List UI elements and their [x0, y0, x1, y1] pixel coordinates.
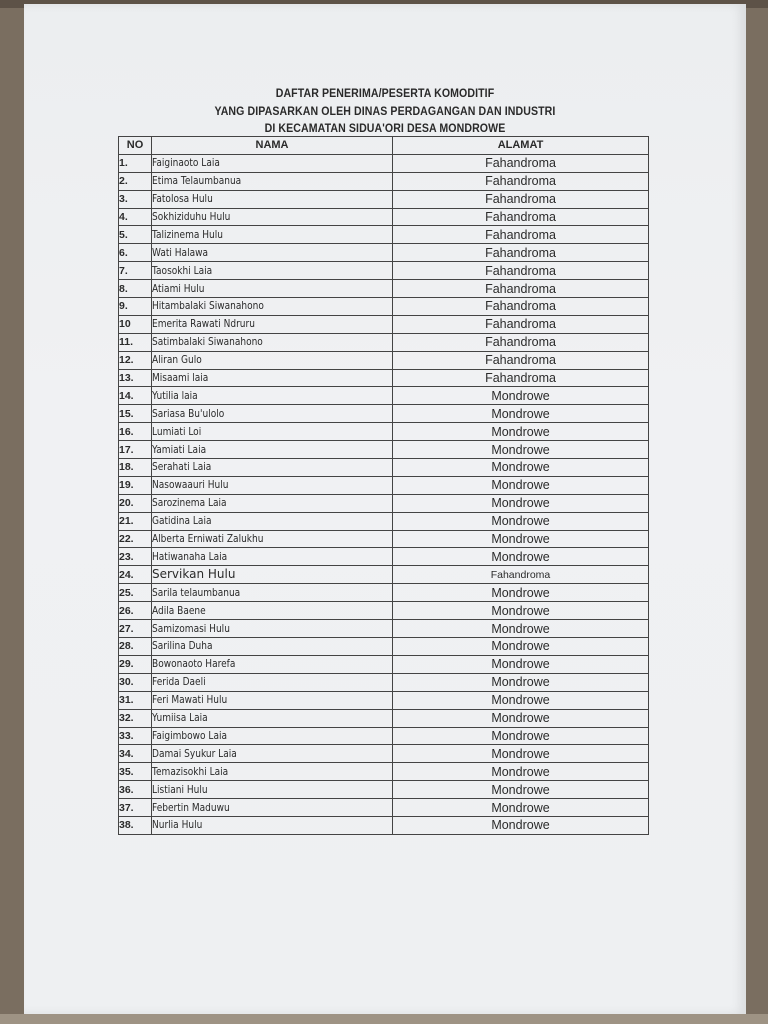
- row-nama: Listiani Hulu: [152, 782, 208, 796]
- row-nama-cell: [152, 190, 393, 208]
- row-nama: Feri Mawati Hulu: [152, 693, 228, 707]
- row-nama: Faigimbowo Laia: [152, 728, 228, 742]
- row-number: 9.: [119, 298, 152, 316]
- row-nama: Yamiati Laia: [152, 442, 207, 456]
- table-row: [119, 781, 649, 799]
- row-nama-cell: [152, 638, 393, 656]
- row-nama-cell: [152, 423, 393, 441]
- row-nama-cell: [152, 441, 393, 459]
- row-alamat: Mondrowe: [393, 512, 649, 530]
- row-nama: Sokhiziduhu Hulu: [152, 210, 231, 223]
- table-row: [119, 333, 649, 351]
- row-nama-cell: [152, 333, 393, 351]
- row-number: 22.: [119, 530, 152, 548]
- row-nama-cell: [152, 172, 393, 190]
- row-nama: Hitambalaki Siwanahono: [152, 299, 264, 313]
- table-row: [119, 459, 649, 477]
- row-nama-cell: [152, 566, 393, 584]
- row-nama: Samizomasi Hulu: [152, 621, 230, 635]
- row-nama: Bowonaoto Harefa: [152, 657, 236, 671]
- table-row: [119, 566, 649, 584]
- row-nama: Wati Halawa: [152, 245, 209, 259]
- row-number: 7.: [119, 262, 152, 280]
- row-nama-cell: [152, 262, 393, 280]
- table-row: [119, 816, 649, 834]
- table-row: [119, 226, 649, 244]
- table-row: [119, 673, 649, 691]
- row-number: 14.: [119, 387, 152, 405]
- row-nama-cell: [152, 459, 393, 477]
- background-bottom: [0, 1014, 768, 1024]
- row-number: 11.: [119, 333, 152, 351]
- table-row: [119, 298, 649, 316]
- table-row: [119, 727, 649, 745]
- row-nama-cell: [152, 548, 393, 566]
- row-number: 27.: [119, 620, 152, 638]
- row-nama: Nasowaauri Hulu: [152, 478, 229, 492]
- row-number: 36.: [119, 781, 152, 799]
- row-alamat: Fahandroma: [393, 154, 649, 172]
- row-nama-cell: [152, 709, 393, 727]
- row-nama-cell: [152, 584, 393, 602]
- row-nama-cell: [152, 244, 393, 262]
- row-nama: Talizinema Hulu: [152, 227, 223, 241]
- row-nama: Sarila telaumbanua: [152, 585, 241, 599]
- column-header-alamat: ALAMAT: [393, 137, 649, 155]
- row-nama: Gatidina Laia: [152, 514, 212, 528]
- row-alamat: Fahandroma: [393, 351, 649, 369]
- row-alamat: Mondrowe: [393, 459, 649, 477]
- row-number: 23.: [119, 548, 152, 566]
- table-row: [119, 638, 649, 656]
- row-number: 6.: [119, 244, 152, 262]
- row-nama: Ferida Daeli: [152, 675, 206, 689]
- table-row: [119, 351, 649, 369]
- row-alamat: Fahandroma: [393, 566, 649, 584]
- row-alamat: Mondrowe: [393, 387, 649, 405]
- row-number: 21.: [119, 512, 152, 530]
- row-number: 20.: [119, 494, 152, 512]
- row-alamat: Fahandroma: [393, 333, 649, 351]
- row-number: 4.: [119, 208, 152, 226]
- row-alamat: Fahandroma: [393, 208, 649, 226]
- row-alamat: Mondrowe: [393, 781, 649, 799]
- row-nama: Sarozinema Laia: [152, 496, 227, 510]
- row-nama: Serahati Laia: [152, 460, 212, 474]
- row-nama: Aliran Gulo: [152, 353, 202, 367]
- row-nama-cell: [152, 530, 393, 548]
- row-alamat: Fahandroma: [393, 190, 649, 208]
- row-number: 35.: [119, 763, 152, 781]
- row-nama: Servikan Hulu: [152, 567, 236, 582]
- table-row: [119, 745, 649, 763]
- row-number: 34.: [119, 745, 152, 763]
- row-alamat: Mondrowe: [393, 709, 649, 727]
- table-row: [119, 154, 649, 172]
- row-alamat: Mondrowe: [393, 548, 649, 566]
- row-number: 32.: [119, 709, 152, 727]
- table-row: [119, 262, 649, 280]
- table-row: [119, 208, 649, 226]
- table-row: [119, 280, 649, 298]
- table-row: [119, 530, 649, 548]
- row-number: 37.: [119, 799, 152, 817]
- row-nama-cell: [152, 655, 393, 673]
- row-alamat: Mondrowe: [393, 602, 649, 620]
- row-alamat: Mondrowe: [393, 763, 649, 781]
- table-row: [119, 799, 649, 817]
- row-nama: Adila Baene: [152, 603, 206, 617]
- row-nama: Yutilia laia: [152, 388, 198, 402]
- table-row: [119, 315, 649, 333]
- row-number: 26.: [119, 602, 152, 620]
- row-alamat: Fahandroma: [393, 262, 649, 280]
- row-nama: Yumiisa Laia: [152, 711, 208, 725]
- table-row: [119, 405, 649, 423]
- row-number: 16.: [119, 423, 152, 441]
- row-number: 3.: [119, 190, 152, 208]
- table-row: [119, 691, 649, 709]
- document-title-line1: DAFTAR PENERIMA/PESERTA KOMODITIF: [275, 88, 495, 100]
- row-number: 17.: [119, 441, 152, 459]
- row-number: 30.: [119, 673, 152, 691]
- row-alamat: Fahandroma: [393, 280, 649, 298]
- row-nama: Satimbalaki Siwanahono: [152, 335, 263, 349]
- row-number: 29.: [119, 655, 152, 673]
- row-alamat: Mondrowe: [393, 620, 649, 638]
- table-row: [119, 709, 649, 727]
- row-nama: Sariasa Bu'ulolo: [152, 406, 225, 420]
- row-alamat: Mondrowe: [393, 655, 649, 673]
- row-alamat: Fahandroma: [393, 172, 649, 190]
- table-body: [119, 154, 649, 834]
- row-alamat: Mondrowe: [393, 494, 649, 512]
- row-alamat: Fahandroma: [393, 244, 649, 262]
- row-nama-cell: [152, 387, 393, 405]
- row-nama-cell: [152, 763, 393, 781]
- row-nama: Alberta Erniwati Zalukhu: [152, 532, 264, 546]
- column-header-nama: NAMA: [152, 137, 393, 155]
- row-nama-cell: [152, 280, 393, 298]
- row-alamat: Mondrowe: [393, 799, 649, 817]
- row-number: 24.: [119, 566, 152, 584]
- row-nama: Atiami Hulu: [152, 281, 205, 295]
- table-row: [119, 548, 649, 566]
- row-nama-cell: [152, 673, 393, 691]
- row-nama-cell: [152, 745, 393, 763]
- row-number: 2.: [119, 172, 152, 190]
- table-row: [119, 172, 649, 190]
- row-number: 25.: [119, 584, 152, 602]
- row-alamat: Mondrowe: [393, 405, 649, 423]
- row-alamat: Fahandroma: [393, 226, 649, 244]
- row-nama: Lumiati Loi: [152, 424, 202, 438]
- row-number: 1.: [119, 154, 152, 172]
- row-alamat: Mondrowe: [393, 673, 649, 691]
- table-row: [119, 369, 649, 387]
- row-number: 5.: [119, 226, 152, 244]
- row-alamat: Mondrowe: [393, 530, 649, 548]
- table-header-row: [119, 137, 649, 155]
- row-alamat: Mondrowe: [393, 745, 649, 763]
- row-nama-cell: [152, 781, 393, 799]
- recipient-table: [118, 136, 649, 835]
- table-row: [119, 423, 649, 441]
- table-row: [119, 244, 649, 262]
- row-nama-cell: [152, 351, 393, 369]
- row-nama: Misaami laia: [152, 371, 209, 385]
- document-title-line3: DI KECAMATAN SIDUA'ORI DESA MONDROWE: [264, 123, 506, 135]
- row-nama-cell: [152, 602, 393, 620]
- table-row: [119, 476, 649, 494]
- table-row: [119, 494, 649, 512]
- row-nama: Temazisokhi Laia: [152, 764, 229, 778]
- row-number: 38.: [119, 816, 152, 834]
- table-row: [119, 584, 649, 602]
- row-nama: Nurlia Hulu: [152, 818, 203, 832]
- table-row: [119, 602, 649, 620]
- row-nama: Febertin Maduwu: [152, 800, 230, 814]
- row-nama: Sarilina Duha: [152, 639, 213, 653]
- row-alamat: Fahandroma: [393, 298, 649, 316]
- table-row: [119, 763, 649, 781]
- row-number: 28.: [119, 638, 152, 656]
- row-number: 15.: [119, 405, 152, 423]
- row-number: 18.: [119, 459, 152, 477]
- table-row: [119, 441, 649, 459]
- row-nama: Damai Syukur Laia: [152, 746, 237, 760]
- row-nama-cell: [152, 154, 393, 172]
- row-number: 10: [119, 315, 152, 333]
- row-nama-cell: [152, 727, 393, 745]
- row-nama-cell: [152, 691, 393, 709]
- row-alamat: Mondrowe: [393, 584, 649, 602]
- row-nama-cell: [152, 369, 393, 387]
- table-row: [119, 387, 649, 405]
- row-number: 33.: [119, 727, 152, 745]
- row-nama-cell: [152, 494, 393, 512]
- row-nama-cell: [152, 620, 393, 638]
- row-number: 8.: [119, 280, 152, 298]
- table-row: [119, 190, 649, 208]
- row-alamat: Mondrowe: [393, 423, 649, 441]
- row-nama: Etima Telaumbanua: [152, 174, 242, 188]
- row-nama: Taosokhi Laia: [152, 263, 213, 277]
- row-nama: Emerita Rawati Ndruru: [152, 317, 255, 331]
- row-number: 13.: [119, 369, 152, 387]
- row-alamat: Mondrowe: [393, 816, 649, 834]
- row-alamat: Mondrowe: [393, 441, 649, 459]
- row-nama-cell: [152, 315, 393, 333]
- row-alamat: Mondrowe: [393, 727, 649, 745]
- row-nama: Fatolosa Hulu: [152, 192, 213, 206]
- row-nama-cell: [152, 405, 393, 423]
- document-title-line2: YANG DIPASARKAN OLEH DINAS PERDAGANGAN DAN INDUSTRI: [214, 106, 556, 118]
- row-alamat: Fahandroma: [393, 369, 649, 387]
- row-nama-cell: [152, 298, 393, 316]
- row-nama-cell: [152, 226, 393, 244]
- column-header-no: NO: [119, 137, 152, 155]
- row-nama-cell: [152, 208, 393, 226]
- row-number: 12.: [119, 351, 152, 369]
- row-alamat: Mondrowe: [393, 476, 649, 494]
- row-number: 31.: [119, 691, 152, 709]
- row-alamat: Mondrowe: [393, 691, 649, 709]
- row-alamat: Mondrowe: [393, 638, 649, 656]
- table-row: [119, 655, 649, 673]
- row-nama-cell: [152, 816, 393, 834]
- row-nama-cell: [152, 476, 393, 494]
- row-nama: Hatiwanaha Laia: [152, 549, 228, 563]
- row-nama-cell: [152, 512, 393, 530]
- row-alamat: Fahandroma: [393, 315, 649, 333]
- table-row: [119, 512, 649, 530]
- table-row: [119, 620, 649, 638]
- row-number: 19.: [119, 476, 152, 494]
- row-nama: Faiginaoto Laia: [152, 156, 220, 170]
- row-nama-cell: [152, 799, 393, 817]
